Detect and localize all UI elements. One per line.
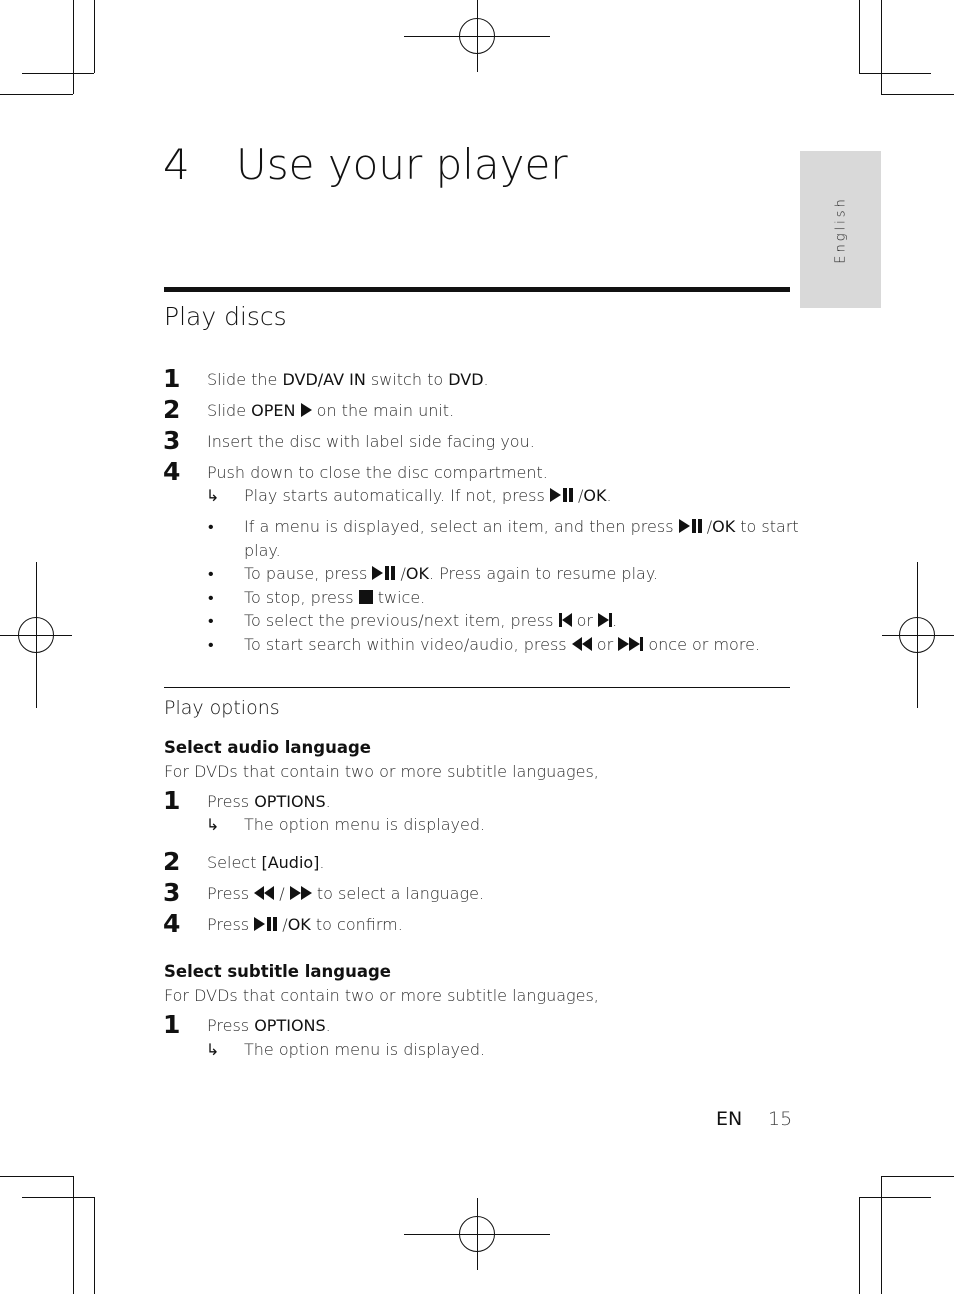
chapter-number: 4 [163, 140, 190, 189]
step-number: 3 [163, 878, 181, 907]
step-number: 4 [163, 909, 181, 938]
language-tab [800, 151, 881, 308]
subsection-title: Play options [164, 697, 280, 719]
fast-forward-icon [618, 637, 629, 651]
step-number: 1 [163, 1010, 181, 1039]
play-icon [372, 566, 383, 580]
pause-icon [267, 917, 277, 931]
result-text: The option menu is displayed. [244, 815, 486, 834]
step-number: 3 [163, 426, 181, 455]
step-text: Press /OK to confirm. [207, 915, 403, 934]
result-text: The option menu is displayed. [244, 1040, 486, 1059]
step-number: 4 [163, 457, 181, 486]
play-icon [301, 403, 312, 417]
subtitle-intro: For DVDs that contain two or more subtitle languages, [164, 986, 599, 1005]
audio-intro: For DVDs that contain two or more subtitle languages, [164, 762, 599, 781]
bullet-text: If a menu is displayed, select an item, and then press /OK to start [244, 517, 799, 536]
bullet-text: To pause, press /OK. Press again to resume play. [244, 564, 659, 583]
step-number: 1 [163, 786, 181, 815]
step-text: Push down to close the disc compartment. [207, 463, 548, 482]
language-tab-label: English [833, 195, 848, 264]
step-text: Press / to select a language. [207, 884, 484, 903]
fast-forward-icon [290, 886, 301, 900]
step-text: Slide OPEN on the main unit. [207, 401, 455, 420]
result-text: Play starts automatically. If not, press /OK. [244, 486, 612, 505]
subsection-divider [164, 687, 790, 688]
play-icon [550, 488, 561, 502]
step-text: Slide the DVD/AV IN switch to DVD. [207, 370, 489, 389]
bullet-icon: • [208, 635, 214, 654]
pause-icon [385, 566, 395, 580]
next-icon [598, 613, 609, 627]
stop-icon [359, 590, 373, 604]
bullet-text: To select the previous/next item, press or . [244, 611, 618, 630]
rewind-icon [572, 637, 582, 651]
subtitle-heading: Select subtitle language [164, 962, 391, 981]
bullet-icon: • [208, 517, 214, 536]
result-arrow-icon: ↳ [206, 815, 220, 834]
section-title: Play discs [164, 302, 287, 331]
bullet-icon: • [208, 611, 214, 630]
bullet-text: To start search within video/audio, press or once or more. [244, 635, 760, 654]
chapter-title: Use your player [236, 140, 568, 189]
pause-icon [692, 519, 702, 533]
footer-language: EN [716, 1108, 743, 1130]
bullet-text-continued: play. [244, 541, 281, 560]
step-text: Insert the disc with label side facing you. [207, 432, 535, 451]
step-text: Press OPTIONS. [207, 792, 331, 811]
step-text: Press OPTIONS. [207, 1016, 331, 1035]
result-arrow-icon: ↳ [206, 486, 220, 505]
page-number: 15 [768, 1108, 793, 1130]
result-arrow-icon: ↳ [206, 1040, 220, 1059]
step-number: 2 [163, 847, 181, 876]
play-icon [679, 519, 690, 533]
pause-icon [563, 488, 573, 502]
step-number: 2 [163, 395, 181, 424]
step-number: 1 [163, 364, 181, 393]
audio-heading: Select audio language [164, 738, 371, 757]
bullet-icon: • [208, 588, 214, 607]
rewind-icon [254, 886, 264, 900]
bullet-text: To stop, press twice. [244, 588, 426, 607]
bullet-icon: • [208, 564, 214, 583]
section-divider [164, 287, 790, 292]
play-icon [254, 917, 265, 931]
step-text: Select [Audio]. [207, 853, 325, 872]
